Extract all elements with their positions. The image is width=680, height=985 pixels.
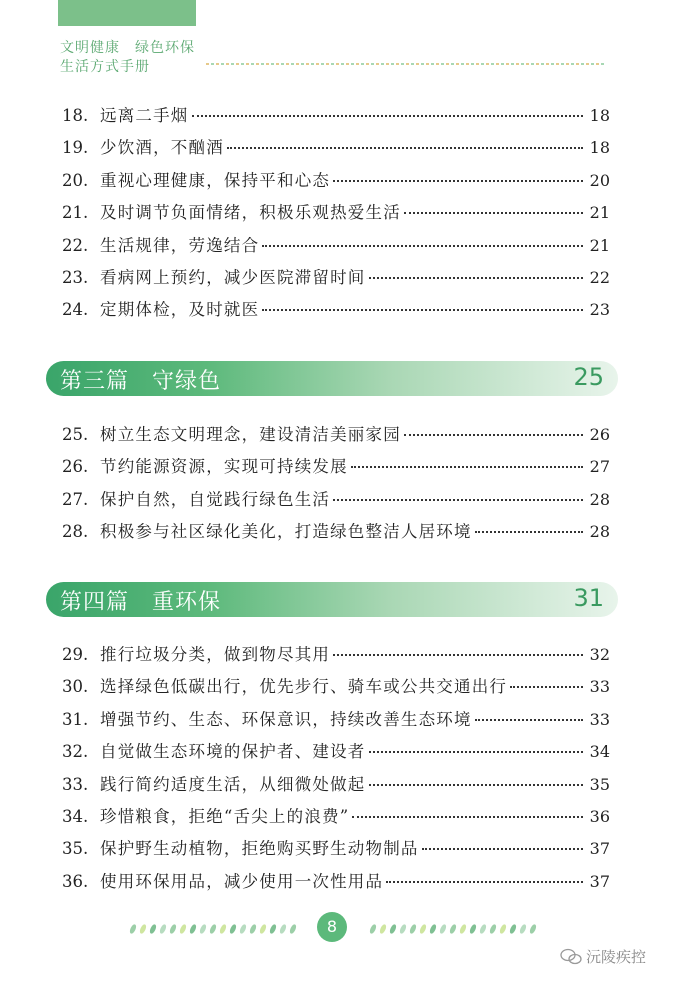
entry-title: 保护野生动植物，拒绝购买野生动物制品 (100, 839, 419, 859)
entry-number: 31. (62, 709, 89, 729)
section-banner-4 (46, 582, 618, 617)
toc-list-part3 (62, 421, 610, 551)
entry-number: 35. (62, 839, 89, 859)
dot-leader (369, 751, 584, 753)
entry-title: 树立生态文明理念，建设清洁美丽家园 (100, 425, 401, 444)
dot-leader (262, 309, 583, 311)
toc-entry[interactable] (62, 641, 610, 673)
watermark-text: 沅陵疾控 (586, 948, 647, 966)
entry-title: 自觉做生态环境的保护者、建设者 (100, 742, 366, 762)
entry-page: 28 (589, 489, 610, 509)
entry-page: 22 (589, 267, 610, 287)
entry-title: 节约能源资源，实现可持续发展 (100, 457, 348, 477)
entry-number: 21. (62, 203, 89, 223)
wechat-icon (560, 948, 582, 966)
entry-title: 珍惜粮食，拒绝“舌尖上的浪费” (100, 806, 350, 826)
footer-leaf-ornament-right (368, 922, 538, 936)
entry-number: 33. (62, 774, 89, 794)
entry-title: 生活规律，劳逸结合 (100, 235, 260, 255)
entry-number: 34. (62, 806, 89, 826)
dot-leader (352, 816, 583, 818)
entry-number: 32. (62, 742, 89, 762)
toc-entry[interactable] (62, 835, 610, 867)
toc-entry[interactable] (62, 803, 610, 835)
toc-entry[interactable] (62, 232, 610, 264)
toc-entry[interactable] (62, 102, 610, 134)
entry-title: 定期体检，及时就医 (100, 300, 260, 320)
dot-leader (227, 147, 583, 149)
watermark (560, 946, 646, 967)
toc-entry[interactable] (62, 264, 610, 296)
entry-page: 37 (589, 871, 610, 891)
entry-title: 远离二手烟 (100, 106, 189, 125)
section-banner-3 (46, 361, 618, 396)
entry-page: 26 (589, 425, 610, 444)
dot-leader (404, 434, 583, 436)
dot-leader (333, 654, 583, 656)
toc-entry[interactable] (62, 167, 610, 199)
entry-page: 27 (589, 457, 610, 477)
entry-page: 36 (589, 806, 610, 826)
dot-leader (369, 784, 584, 786)
entry-title: 看病网上预约，减少医院滞留时间 (100, 267, 366, 287)
toc-entry[interactable] (62, 134, 610, 166)
dot-leader (351, 466, 583, 468)
entry-page: 20 (589, 170, 610, 190)
entry-title: 选择绿色低碳出行，优先步行、骑车或公共交通出行 (100, 677, 508, 697)
entry-page: 18 (589, 138, 610, 158)
entry-title: 践行简约适度生活，从细微处做起 (100, 774, 366, 794)
toc-entry[interactable] (62, 296, 610, 328)
entry-page: 23 (589, 300, 610, 320)
dot-leader (475, 719, 583, 721)
book-title-line1: 文明健康 绿色环保 (60, 40, 195, 56)
footer-leaf-ornament-left (128, 922, 298, 936)
section-title: 第三篇 守绿色 (60, 369, 222, 394)
dot-leader (192, 115, 584, 117)
toc-entry[interactable] (62, 486, 610, 518)
dot-leader (386, 881, 583, 883)
entry-number: 20. (62, 170, 89, 190)
dot-leader (369, 277, 584, 279)
toc-entry[interactable] (62, 199, 610, 231)
toc-entry[interactable] (62, 868, 610, 900)
header-tab (58, 0, 196, 26)
entry-number: 30. (62, 677, 89, 697)
dot-leader (510, 686, 583, 688)
dot-leader (262, 245, 583, 247)
entry-number: 19. (62, 138, 89, 158)
book-title-line2: 生活方式手册 (60, 59, 150, 75)
toc-entry[interactable] (62, 706, 610, 738)
entry-page: 18 (589, 106, 610, 125)
entry-title: 增强节约、生态、环保意识，持续改善生态环境 (100, 709, 472, 729)
dot-leader (404, 212, 583, 214)
toc-entry[interactable] (62, 421, 610, 453)
entry-page: 21 (589, 203, 610, 223)
section-page: 31 (573, 584, 604, 612)
entry-number: 24. (62, 300, 89, 320)
entry-number: 36. (62, 871, 89, 891)
dot-leader (333, 180, 583, 182)
entry-number: 29. (62, 645, 89, 664)
header-dotted-rule (206, 61, 606, 67)
entry-number: 26. (62, 457, 89, 477)
entry-page: 34 (589, 742, 610, 762)
dot-leader (475, 531, 583, 533)
entry-title: 保护自然，自觉践行绿色生活 (100, 489, 331, 509)
toc-list-part4 (62, 641, 610, 900)
section-page: 25 (573, 363, 604, 391)
entry-title: 少饮酒，不酗酒 (100, 138, 224, 158)
entry-page: 28 (589, 522, 610, 542)
entry-page: 37 (589, 839, 610, 859)
entry-page: 35 (589, 774, 610, 794)
entry-number: 28. (62, 522, 89, 542)
entry-number: 23. (62, 267, 89, 287)
section-title: 第四篇 重环保 (60, 590, 222, 615)
entry-title: 重视心理健康，保持平和心态 (100, 170, 331, 190)
entry-title: 推行垃圾分类，做到物尽其用 (100, 645, 331, 664)
entry-page: 33 (589, 709, 610, 729)
entry-page: 33 (589, 677, 610, 697)
toc-entry[interactable] (62, 673, 610, 705)
toc-entry[interactable] (62, 453, 610, 485)
dot-leader (333, 499, 583, 501)
entry-page: 21 (589, 235, 610, 255)
toc-entry[interactable] (62, 518, 610, 550)
entry-title: 使用环保用品，减少使用一次性用品 (100, 871, 384, 891)
entry-title: 及时调节负面情绪，积极乐观热爱生活 (100, 203, 401, 223)
entry-number: 27. (62, 489, 89, 509)
page-number: 8 (317, 912, 347, 942)
dot-leader (422, 848, 583, 850)
toc-list-part2 (62, 102, 610, 329)
entry-title: 积极参与社区绿化美化，打造绿色整洁人居环境 (100, 522, 472, 542)
toc-entry[interactable] (62, 771, 610, 803)
entry-number: 25. (62, 425, 89, 444)
entry-page: 32 (589, 645, 610, 664)
entry-number: 18. (62, 106, 89, 125)
toc-entry[interactable] (62, 738, 610, 770)
entry-number: 22. (62, 235, 89, 255)
